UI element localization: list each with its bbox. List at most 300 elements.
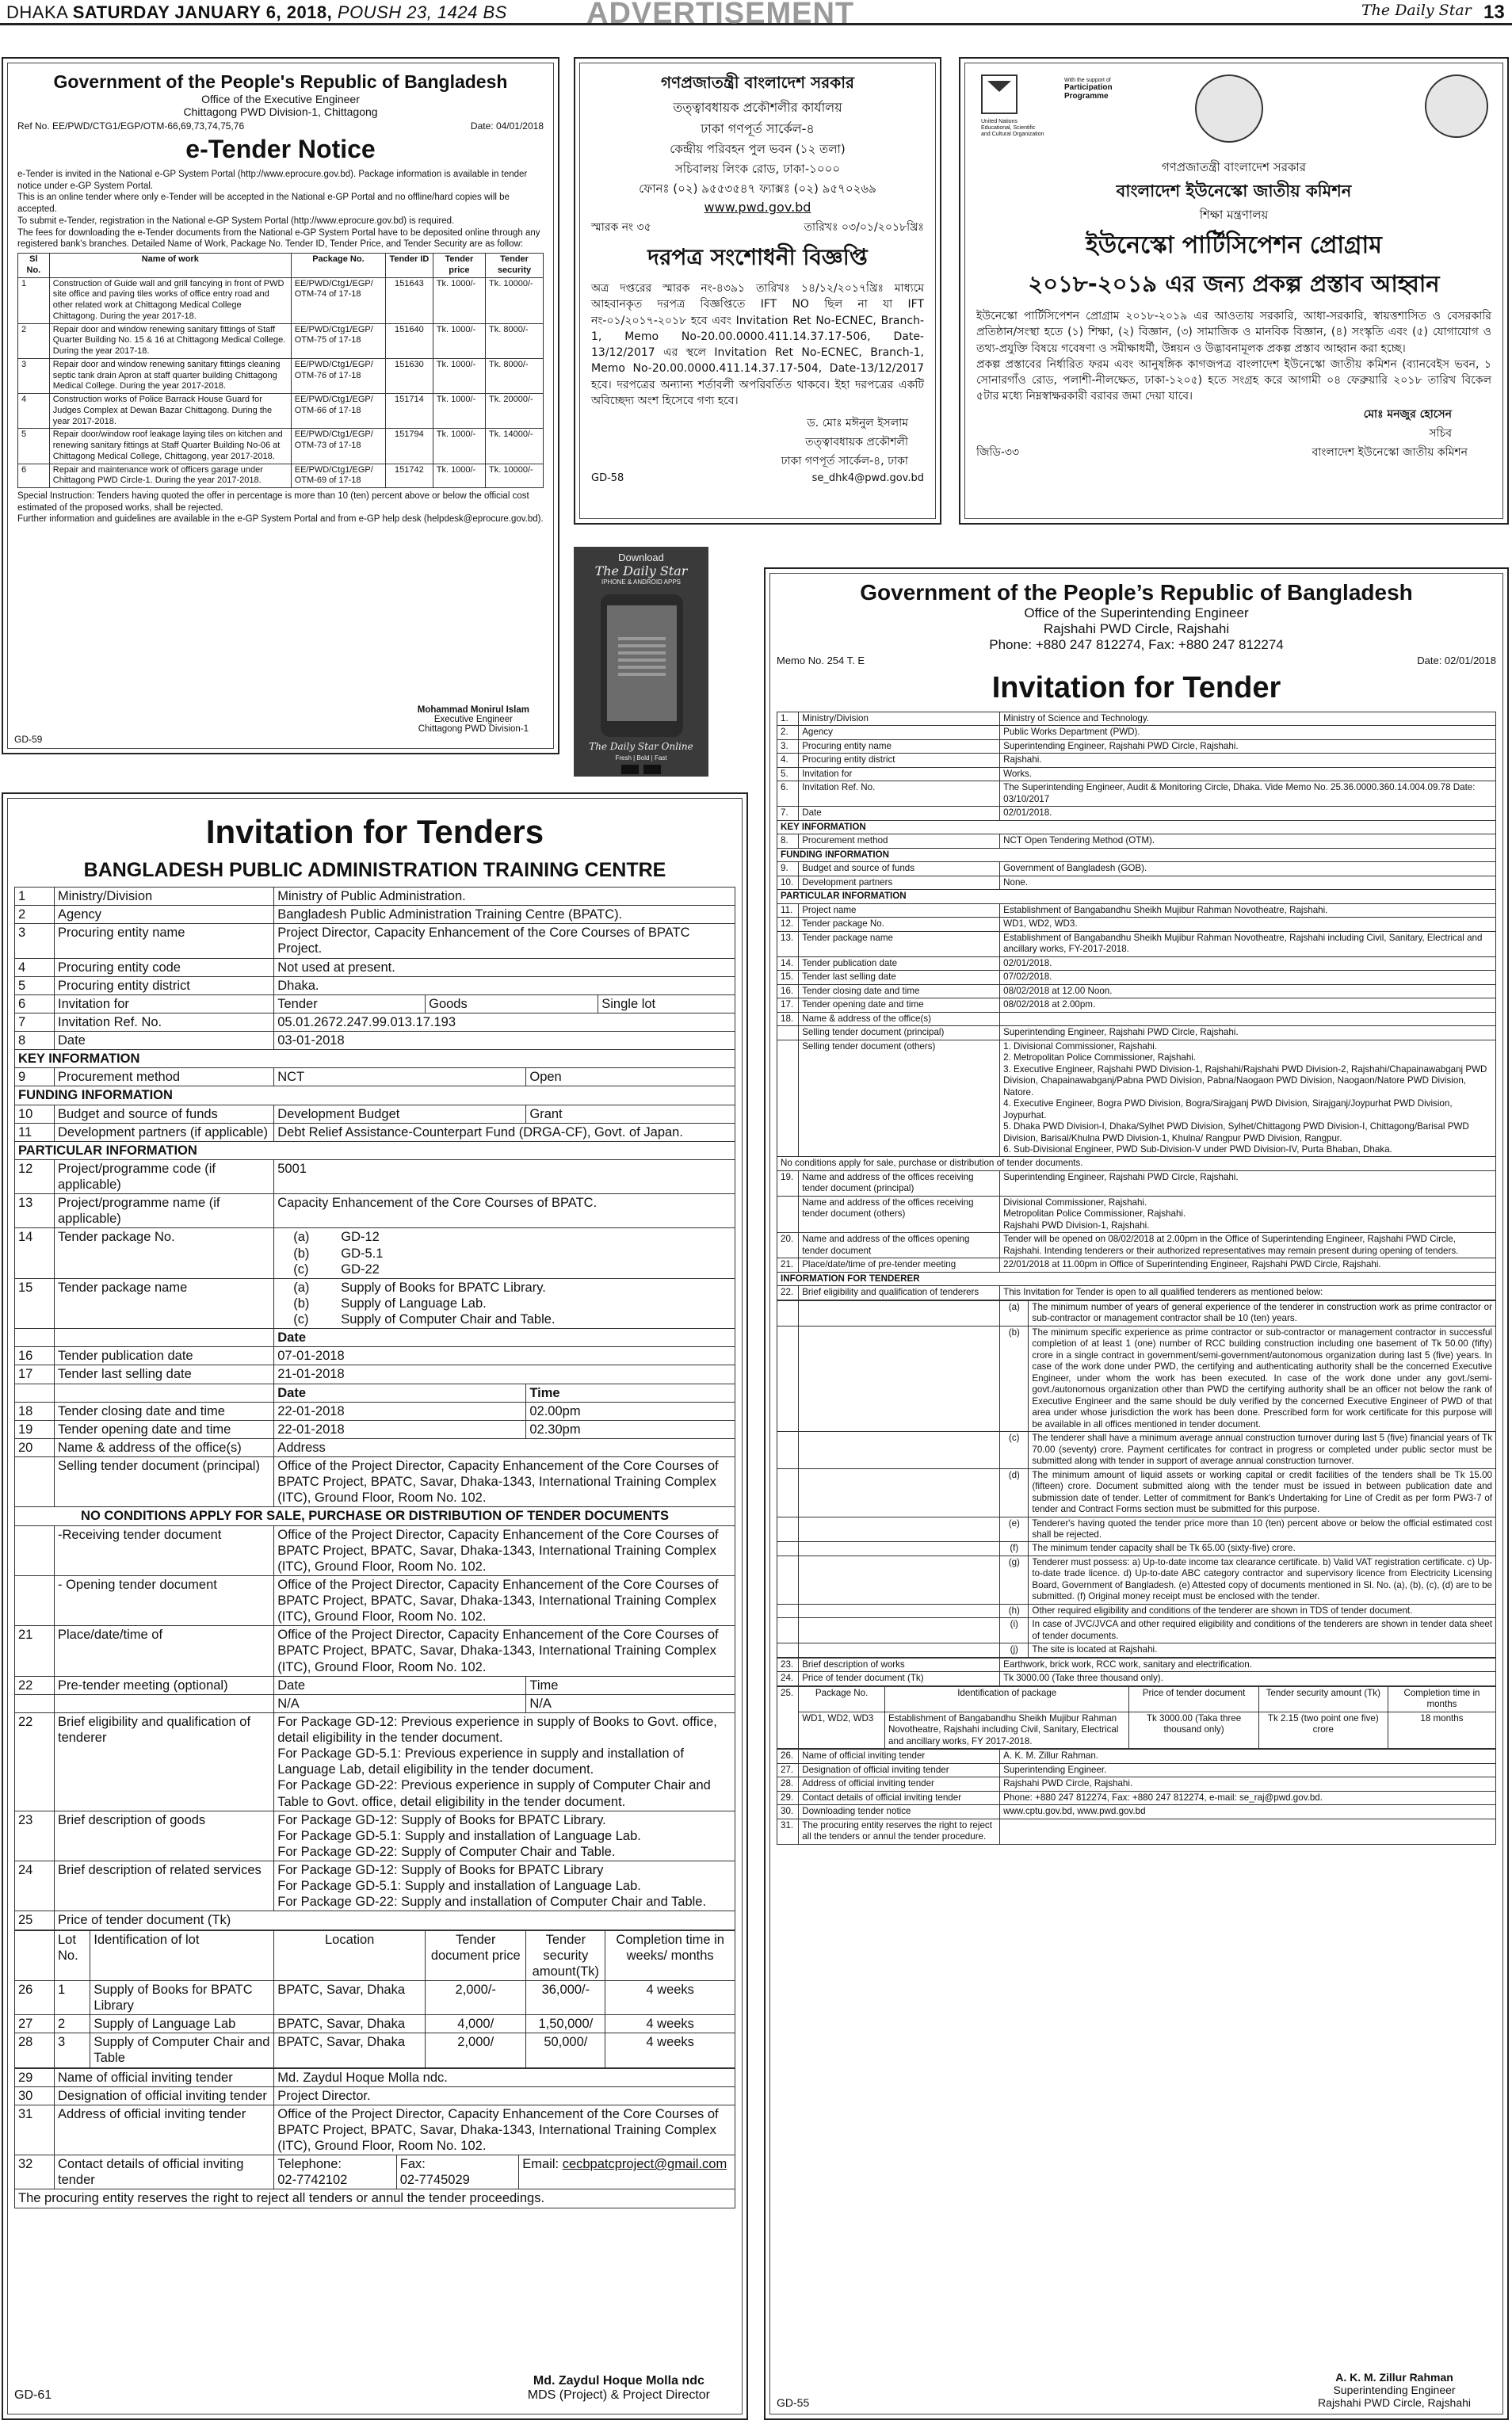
raj-r8-k: Procurement method	[799, 834, 1000, 848]
etender-col-sl: Sl No.	[18, 254, 50, 278]
raj-row2-2-cell-1: Tender package name	[799, 931, 1000, 956]
bpatc-r15-item-2-text: Supply of Computer Chair and Table.	[341, 1312, 556, 1327]
etender-col-package: Package No.	[291, 254, 385, 278]
table-row	[15, 2068, 735, 2086]
bpatc-r11-v: Debt Relief Assistance-Counterpart Fund (DRGA-CF), Govt. of Japan.	[274, 1123, 735, 1141]
etender-notice-ad	[2, 57, 559, 754]
raj-row3-4-cell-2: www.cptu.gov.bd, www.pwd.gov.bd	[1000, 1805, 1496, 1819]
raj-row3-5-cell-1: The procuring entity reserves the right to reject all the tenders or annul the tender procedure.	[799, 1819, 1000, 1844]
raj-r18b-item-2: 3. Executive Engineer, Rajshahi PWD Division-1, Rajshahi/Rajshahi PWD Division-2, Rajshahi/Chapainawabganj PWD Division, Chapainawabganj/Pabna PWD Division, Pabna/Naogaon PWD Division, Naogaon/Natore PWD Division, Natore.	[1003, 1063, 1487, 1097]
bpatc-r7-k: Invitation Ref. No.	[54, 1013, 273, 1031]
rajshahi-tender-ad	[764, 567, 1509, 2420]
raj-row2-6-cell-0: 17.	[777, 998, 799, 1012]
raj-row3-1-cell-0: 27.	[777, 1763, 799, 1777]
table-row	[15, 1980, 735, 2014]
raj-row1-1-cell-0: 2.	[777, 726, 799, 739]
dateline-place: DHAKA	[6, 2, 68, 22]
bpatc-tel[interactable]: 02-7742102	[277, 2173, 348, 2188]
raj-table-2	[777, 1658, 1496, 1686]
bpatc-r14-item-0-label: (a)	[293, 1230, 310, 1245]
unesco-sig-org: বাংলাদেশ ইউনেস্কো জাতীয় কমিশন	[1312, 445, 1468, 459]
table-row	[777, 1432, 1496, 1468]
etender-row-4-cell-3: 151794	[386, 429, 433, 464]
raj-row2-7-cell-0: 18.	[777, 1012, 799, 1025]
raj-row2-3-cell-2: 02/01/2018.	[1000, 956, 1496, 970]
bpatc-r6-k: Invitation for	[54, 994, 273, 1013]
etender-row-3-cell-1: Construction works of Police Barrack House Guard for Judges Complex at Dewan Bazar Chittagong. During the year 2017-2018.	[49, 394, 291, 429]
app-promo[interactable]	[574, 547, 708, 777]
unesco-ad	[959, 57, 1509, 525]
table-row	[777, 754, 1496, 767]
table-row	[15, 1347, 735, 1365]
raj-elig-0-blank2	[799, 1300, 1000, 1326]
bpatc-table-tail	[14, 2068, 735, 2208]
bpatc-r10-k: Budget and source of funds	[54, 1105, 273, 1123]
etender-col-id: Tender ID	[386, 254, 433, 278]
bpatc-fax: 02-7745029	[399, 2173, 470, 2188]
table-row	[18, 464, 544, 488]
raj-elig-3-blank2	[799, 1468, 1000, 1517]
raj-row3-5-cell-0: 31.	[777, 1819, 799, 1844]
raj-r8-n: 8.	[777, 834, 799, 848]
table-row	[15, 2015, 735, 2033]
pwd-gov: গণপ্রজাতন্ত্রী বাংলাদেশ সরকার	[661, 73, 854, 92]
raj-row2-4-cell-0: 15.	[777, 971, 799, 984]
bpatc-lot-1-cell-6: 4 weeks	[605, 2015, 735, 2033]
table-row	[777, 1819, 1496, 1844]
app-promo-tags: Fresh | Bold | Fast	[615, 754, 667, 762]
unesco-gov: গণপ্রজাতন্ত্রী বাংলাদেশ সরকার	[1161, 160, 1307, 174]
bpatc-row-0-cell-2: Ministry of Public Administration.	[274, 888, 735, 906]
table-row	[15, 888, 735, 906]
table-row	[15, 1911, 735, 1930]
raj-elig-8-blank2	[799, 1618, 1000, 1643]
raj-elig-3-text: The minimum amount of liquid assets or working capital or credit facilities of the tenders shall be Tk 15.00 (fifteen) crore. Document submitted along with the tender must be issued in between publication date and submission date of tender. Letter of commitment for Bank's Undertaking for Line of Credit as per form PW3-7 of tender and Contract Forms section must be submitted for this purpose.	[1029, 1468, 1496, 1517]
raj-row1-6-cell-2: 02/01/2018.	[1000, 807, 1496, 820]
bpatc-r23-item-2: For Package GD-22: Supply of Computer Chair and Table.	[277, 1844, 616, 1859]
table-row	[15, 1676, 735, 1694]
raj-elig-8-label: (i)	[1000, 1618, 1029, 1643]
bpatc-lot-0-cell-4: 2,000/-	[426, 1980, 526, 2014]
unesco-body: ইউনেস্কো পার্টিসিপেশন প্রোগ্রাম ২০১৮-২০১৯ এর আওতায় সরকারি, আধা-সরকারি, স্বায়ত্তশাসিত ও বেসরকারি প্রতিষ্ঠান/সংস্থা হতে (১) শিক্ষা, (২) বিজ্ঞান, (৩) সামাজিক ও মানবিক বিজ্ঞান, (৪) সংস্কৃতি এবং (৫) যোগাযোগ ও তথ্য-প্রযুক্তি বিষয়ে গবেষণা ও সমীক্ষাধর্মী, উন্নয়ন ও উদ্ভাবনামূলক প্রকল্প প্রস্তাব আহ্বান করা হচ্ছে।	[976, 310, 1491, 355]
table-row	[18, 277, 544, 323]
raj-r19b-item-0: Divisional Commissioner, Rajshahi.	[1003, 1197, 1147, 1208]
etender-row-2-cell-1: Repair door and window renewing sanitary fittings cleaning septic tank drain Apron at staff quarter building Chittagong Medical College. During the year 2017-2018.	[49, 358, 291, 393]
bpatc-r9-a: NCT	[274, 1068, 526, 1086]
bpatc-r31-k: Address of official inviting tender	[54, 2105, 273, 2155]
bpatc-r7-n: 7	[15, 1013, 55, 1031]
natcom-emblem-icon	[1425, 74, 1488, 138]
bpatc-r30-v: Project Director.	[274, 2086, 735, 2105]
table-row	[15, 1402, 735, 1420]
bpatc-lot-2-cell-2: Supply of Computer Chair and Table	[90, 2033, 274, 2067]
bpatc-r22a-time: Time	[526, 1676, 735, 1694]
bpatc-r22-item-0: For Package GD-12: Previous experience in supply of Books to Govt. office, detail eligibility in the tender document.	[277, 1714, 717, 1745]
bpatc-na-time: N/A	[526, 1694, 735, 1712]
table-row	[777, 1777, 1496, 1791]
bpatc-lot-0-cell-6: 4 weeks	[605, 1980, 735, 2014]
etender-row-2-cell-4: Tk. 1000/-	[433, 358, 485, 393]
raj-elig-3-label: (d)	[1000, 1468, 1029, 1517]
bpatc-row-0-cell-1: Ministry/Division	[54, 888, 273, 906]
etender-row-4-cell-2: EE/PWD/Ctg1/EGP/ OTM-73 of 17-18	[291, 429, 385, 464]
etender-p4: The fees for downloading the e-Tender documents from the National e-GP System Portal have to be deposited online through any registered bank's branches. Detailed Name of Work, Package No. Tender ID, Tender Price, and Tender Security are as follow:	[17, 227, 540, 250]
raj-r18b-list	[1000, 1040, 1496, 1157]
pp-name: Participation Programme	[1064, 83, 1113, 101]
pwd-memo: স্মারক নং ৩৫	[591, 221, 651, 234]
etender-row-5-cell-2: EE/PWD/Ctg1/EGP/ OTM-69 of 17-18	[291, 464, 385, 488]
raj-elig-7-text: Other required eligibility and conditions of the tenderer are shown in TDS of tender document.	[1029, 1604, 1496, 1617]
raj-row1-2-cell-0: 3.	[777, 739, 799, 753]
bpatc-r21-v: Office of the Project Director, Capacity Enhancement of the Core Courses of BPATC Project, BPATC, Savar, Dhaka-1343, International Training Complex (ITC), Ground Floor, Room No. 102.	[274, 1626, 735, 1676]
bpatc-r22a-date: Date	[274, 1676, 526, 1694]
raj-r9-v: Government of Bangladesh (GOB).	[1000, 862, 1496, 876]
raj-r8-v: NCT Open Tendering Method (OTM).	[1000, 834, 1496, 848]
table-row	[777, 739, 1496, 753]
bpatc-r14-item-0-text: GD-12	[341, 1230, 380, 1245]
raj-row1-0-cell-0: 1.	[777, 712, 799, 726]
bpatc-lot-0-cell-0: 26	[15, 1980, 55, 2014]
raj-row3-3-cell-1: Contact details of official inviting tender	[799, 1791, 1000, 1804]
raj-row1-5-cell-0: 6.	[777, 781, 799, 807]
bpatc-r15-item-2	[277, 1311, 731, 1327]
raj-pkg-completion: 18 months	[1388, 1712, 1495, 1748]
bpatc-date-header: Date	[274, 1329, 735, 1347]
bpatc-lot-2-cell-1: 3	[54, 2033, 90, 2067]
bpatc-r30-k: Designation of official inviting tender	[54, 2086, 273, 2105]
raj-sig-circle: Rajshahi PWD Circle, Rajshahi	[1318, 2396, 1471, 2409]
table-row	[15, 1278, 735, 1328]
raj-title: Invitation for Tender	[991, 671, 1281, 704]
raj-r23-v: Earthwork, brick work, RCC work, sanitary and electrification.	[1000, 1658, 1496, 1671]
raj-row2-1-cell-1: Tender package No.	[799, 918, 1000, 931]
etender-sig-title: Executive Engineer	[433, 715, 513, 724]
table-row	[777, 1712, 1496, 1748]
table-row	[777, 1763, 1496, 1777]
raj-row1-0-cell-1: Ministry/Division	[799, 712, 1000, 726]
raj-row2-6-cell-2: 08/02/2018 at 2.00pm.	[1000, 998, 1496, 1012]
raj-row1-3-cell-1: Procuring entity district	[799, 754, 1000, 767]
bpatc-lot-2-cell-5: 50,000/	[526, 2033, 605, 2067]
unesco-call: ২০১৮-২০১৯ এর জন্য প্রকল্প প্রস্তাব আহ্বান	[1028, 270, 1440, 297]
bpatc-sec-key: KEY INFORMATION	[15, 1050, 735, 1068]
bpatc-email-label: Email:	[522, 2157, 559, 2172]
raj-row3-4-cell-1: Downloading tender notice	[799, 1805, 1000, 1819]
etender-gd: GD-59	[14, 734, 43, 745]
raj-r24-k: Price of tender document (Tk)	[799, 1672, 1000, 1685]
etender-row-0-cell-0: 1	[18, 277, 50, 323]
etender-row-1-cell-4: Tk. 1000/-	[433, 323, 485, 358]
raj-row1-6-cell-0: 7.	[777, 807, 799, 820]
bpatc-row-0-cell-0: 1	[15, 888, 55, 906]
table-row	[777, 1556, 1496, 1604]
raj-row3-0-cell-0: 26.	[777, 1750, 799, 1763]
raj-row1-1-cell-2: Public Works Department (PWD).	[1000, 726, 1496, 739]
raj-row2-7-cell-2	[1000, 1012, 1496, 1025]
raj-r10-v: None.	[1000, 876, 1496, 889]
bpatc-r15-item-1-text: Supply of Language Lab.	[341, 1296, 487, 1311]
raj-r22-n: 22.	[777, 1286, 799, 1300]
etender-row-2-cell-3: 151630	[386, 358, 433, 393]
pwd-office: তত্ত্বাবধায়ক প্রকৌশলীর কার্যালয়	[673, 100, 842, 115]
raj-r24-v: Tk 3000.00 (Take three thousand only).	[1000, 1672, 1496, 1685]
table-row	[777, 1604, 1496, 1617]
bpatc-tender-ad	[2, 792, 748, 2420]
raj-r20-v: Tender will be opened on 08/02/2018 at 2.00pm in the Office of Superintending Engineer, Rajshahi PWD Circle, Rajshahi. Intending tenderers or their authorized representatives may remain present during opening of tenders.	[1000, 1233, 1496, 1258]
bpatc-r20-v: Address	[274, 1438, 735, 1456]
raj-row2-1-cell-0: 12.	[777, 918, 799, 931]
bpatc-reserve: The procuring entity reserves the right to reject all tenders or annul the tender proceedings.	[15, 2189, 735, 2208]
raj-pkg-h-price: Price of tender document	[1129, 1686, 1258, 1712]
app-store-icon[interactable]	[621, 765, 639, 774]
bpatc-r20a-k: Selling tender document (principal)	[54, 1457, 273, 1507]
bpatc-r12-v: 5001	[274, 1159, 735, 1193]
bpatc-r13-v: Capacity Enhancement of the Core Courses of BPATC.	[274, 1194, 735, 1228]
raj-sec-tenderer: INFORMATION FOR TENDERER	[777, 1272, 1496, 1285]
etender-row-1-cell-5: Tk. 8000/-	[486, 323, 544, 358]
bpatc-r14-n: 14	[15, 1228, 55, 1278]
raj-elig-6-label: (g)	[1000, 1556, 1029, 1604]
table-row	[15, 958, 735, 976]
etender-sig-name: Mohammad Monirul Islam	[417, 705, 529, 715]
bpatc-r22-n: 22	[15, 1712, 55, 1811]
etender-p1: e-Tender is invited in the National e-GP System Portal (http://www.eprocure.gov.bd). Package information is available in tender notice under e-GP System Portal.	[17, 170, 528, 191]
bpatc-email[interactable]: cecbpatcproject@gmail.com	[562, 2157, 727, 2172]
unesco-ministry: শিক্ষা মন্ত্রণালয়	[1199, 208, 1269, 222]
page-number: 13	[1483, 2, 1505, 23]
bpatc-r32-n: 32	[15, 2155, 55, 2189]
etender-row-1-cell-2: EE/PWD/Ctg1/EGP/ OTM-75 of 17-18	[291, 323, 385, 358]
bpatc-r24-k: Brief description of related services	[54, 1861, 273, 1911]
raj-memo: Memo No. 254 T. E	[777, 655, 865, 666]
etender-gov: Government of the People's Republic of Bangladesh	[53, 71, 508, 92]
bpatc-r17-v: 21-01-2018	[274, 1365, 735, 1384]
bpatc-r24-item-0: For Package GD-12: Supply of Books for BPATC Library	[277, 1863, 604, 1877]
etender-row-1-cell-1: Repair door and window renewing sanitary fittings of Staff Quarter Building No. 15 & 16 at Chittagong Medical College. During the year 2017-18.	[49, 323, 291, 358]
bpatc-r18-k: Tender closing date and time	[54, 1402, 273, 1420]
bpatc-tel-label: Telephone:	[277, 2157, 342, 2172]
phone-icon	[601, 594, 683, 737]
raj-r18b-item-0: 1. Divisional Commissioner, Rajshahi.	[1003, 1040, 1158, 1052]
table-row	[777, 971, 1496, 984]
raj-row2-3-cell-1: Tender publication date	[799, 956, 1000, 970]
bpatc-r18-date: 22-01-2018	[274, 1402, 526, 1420]
pwd-gd: GD-58	[591, 472, 624, 485]
raj-elig-0-label: (a)	[1000, 1300, 1029, 1326]
table-row	[15, 2105, 735, 2155]
bpatc-r13-k: Project/programme name (if applicable)	[54, 1194, 273, 1228]
table-row	[777, 767, 1496, 781]
raj-row3-0-cell-2: A. K. M. Zillur Rahman.	[1000, 1750, 1496, 1763]
etender-row-4-cell-1: Repair door/window roof leakage laying tiles on kitchen and renewing sanitary fittings at Staff Quarter Building No-06 at Chittagong Medical College, Chittagong, year 2017-2018.	[49, 429, 291, 464]
unesco-body2: প্রকল্প প্রস্তাবের নির্ধারিত ফরম এবং আনুষঙ্গিক কাগজপত্র বাংলাদেশ ইউনেস্কো জাতীয় কমিশন (ব্যানবেইস ভবন, ১ সোনারগাঁও রোড, পলাশী-নীলক্ষেত, ঢাকা-১২০৫) হতে সংগ্রহ করে আগামী ০৪ ফেব্রুয়ারি ২০১৮ তারিখ বিকেল ৫টার মধ্যে নিম্নস্বাক্ষরকারী বরাবর জমা দেয়া যাবে।	[976, 357, 1491, 403]
table-row	[18, 358, 544, 393]
raj-row1-2-cell-2: Superintending Engineer, Rajshahi PWD Circle, Rajshahi.	[1000, 739, 1496, 753]
bpatc-r20-n: 20	[15, 1438, 55, 1456]
raj-row3-1-cell-1: Designation of official inviting tender	[799, 1763, 1000, 1777]
unesco-programme: ইউনেস্কো পার্টিসিপেশন প্রোগ্রাম	[1086, 231, 1382, 259]
table-row	[15, 906, 735, 924]
bpatc-lot-h-price: Tender document price	[426, 1930, 526, 1980]
bpatc-r32-k: Contact details of official inviting tender	[54, 2155, 273, 2189]
pwd-email[interactable]: se_dhk4@pwd.gov.bd	[811, 472, 924, 485]
table-row	[777, 984, 1496, 998]
bpatc-r14-item-2-label: (c)	[293, 1262, 309, 1277]
raj-sig-title: Superintending Engineer	[1333, 2384, 1456, 2396]
raj-r18b-k: Selling tender document (others)	[799, 1040, 1000, 1157]
bpatc-r14-item-1-text: GD-5.1	[341, 1246, 384, 1261]
table-row	[777, 1805, 1496, 1819]
raj-elig-1-label: (b)	[1000, 1326, 1029, 1431]
bpatc-r20c-k: - Opening tender document	[54, 1575, 273, 1625]
raj-table	[777, 712, 1496, 1300]
bpatc-r10-a: Development Budget	[274, 1105, 526, 1123]
pwd-web[interactable]: www.pwd.gov.bd	[704, 200, 811, 215]
table-row	[777, 1040, 1496, 1157]
bpatc-sec-part: PARTICULAR INFORMATION	[15, 1141, 735, 1159]
table-row	[777, 931, 1496, 956]
bpatc-r16-v: 07-01-2018	[274, 1347, 735, 1365]
bpatc-r29-n: 29	[15, 2068, 55, 2086]
bpatc-fax-label: Fax:	[399, 2157, 426, 2172]
raj-elig-6-text: Tenderer must possess: a) Up-to-date income tax clearance certificate. b) Valid VAT registration certificate. c) Up-to-date trade licence. d) Up-to-date ABC category contractor and supervisory licence from Electricity Licensing Board, Government of Bangladesh. (e) Attested copy of documents mentioned in Sl. No. (a), (b), (c), (d) are to be submitted. (f) Original money receipt must be enclosed with the tender.	[1029, 1556, 1496, 1604]
bpatc-r25-n: 25	[15, 1911, 55, 1930]
etender-row-4-cell-0: 5	[18, 429, 50, 464]
unesco-gd: জিডি-৩৩	[976, 445, 1020, 459]
bpatc-r6-n: 6	[15, 994, 55, 1013]
raj-row1-3-cell-0: 4.	[777, 754, 799, 767]
etender-row-0-cell-2: EE/PWD/Ctg1/EGP/ OTM-74 of 17-18	[291, 277, 385, 323]
table-row	[777, 1026, 1496, 1040]
raj-pkg-h-no: Package No.	[799, 1686, 885, 1712]
bpatc-lot-0-cell-2: Supply of Books for BPATC Library	[90, 1980, 274, 2014]
raj-row2-5-cell-0: 16.	[777, 984, 799, 998]
bpatc-r20b-k: -Receiving tender document	[54, 1525, 273, 1575]
table-row	[777, 903, 1496, 917]
table-row	[15, 1861, 735, 1911]
bpatc-sig-name: Md. Zaydul Hoque Molla ndc	[533, 2374, 704, 2388]
raj-pkg-price: Tk 3000.00 (Taka three thousand only)	[1129, 1712, 1258, 1748]
table-row	[15, 2155, 735, 2189]
bpatc-r23-k: Brief description of goods	[54, 1811, 273, 1861]
bpatc-r14-item-1	[277, 1246, 731, 1262]
raj-elig-8-text: In case of JVC/JVCA and other required eligibility and conditions of the tenderers are shown in tender data sheet of tender documents.	[1029, 1618, 1496, 1643]
bpatc-r12-n: 12	[15, 1159, 55, 1193]
raj-elig-6-blank2	[799, 1556, 1000, 1604]
raj-row2-6-cell-1: Tender opening date and time	[799, 998, 1000, 1012]
bpatc-r23-list	[274, 1811, 735, 1861]
raj-row1-3-cell-2: Rajshahi.	[1000, 754, 1496, 767]
raj-elig-1-blank2	[799, 1326, 1000, 1431]
play-store-icon[interactable]	[643, 765, 661, 774]
pwd-phone: ফোনঃ (০২) ৯৫৫৩৫৪৭ ফ্যাক্সঃ (০২) ৯৫৭০২৬৯	[639, 181, 876, 196]
app-promo-download: Download	[618, 552, 664, 563]
bpatc-r14-k: Tender package No.	[54, 1228, 273, 1278]
raj-row3-2-cell-2: Rajshahi PWD Circle, Rajshahi.	[1000, 1777, 1496, 1791]
bpatc-time-header: Time	[526, 1384, 735, 1402]
bpatc-lot-1-cell-0: 27	[15, 2015, 55, 2033]
raj-row2-1-cell-2: WD1, WD2, WD3.	[1000, 918, 1496, 931]
raj-r22-v: This Invitation for Tender is open to all qualified tenderers as mentioned below:	[1000, 1286, 1496, 1300]
raj-r10-k: Development partners	[799, 876, 1000, 889]
bpatc-r15-item-1	[277, 1296, 731, 1311]
table-row	[15, 1365, 735, 1384]
bpatc-r17-k: Tender last selling date	[54, 1365, 273, 1384]
table-row	[777, 726, 1496, 739]
raj-elig-3-blank1	[777, 1468, 799, 1517]
raj-r18a-k: Selling tender document (principal)	[799, 1026, 1000, 1040]
table-row	[777, 1517, 1496, 1542]
etender-further: Further information and guidelines are available in the e-GP System Portal and from e-GP help desk (helpdesk@eprocure.gov.bd).	[17, 514, 544, 525]
raj-elig-5-blank1	[777, 1542, 799, 1556]
table-row	[15, 2033, 735, 2067]
raj-row3-2-cell-1: Address of official inviting tender	[799, 1777, 1000, 1791]
bpatc-lot-0-cell-5: 36,000/-	[526, 1980, 605, 2014]
bpatc-r14-list	[274, 1228, 735, 1278]
bpatc-r10-n: 10	[15, 1105, 55, 1123]
table-row	[777, 1300, 1496, 1326]
raj-row2-7-cell-1: Name & address of the office(s)	[799, 1012, 1000, 1025]
raj-r18b-item-3: 4. Executive Engineer, Bogra PWD Division, Bogra/Sirajganj PWD Division, Sirajganj/Joypurhat PWD Division, Joypurhat.	[1003, 1098, 1453, 1120]
table-row	[777, 834, 1496, 848]
raj-package-table	[777, 1686, 1496, 1749]
etender-row-2-cell-0: 3	[18, 358, 50, 393]
bpatc-r17-n: 17	[15, 1365, 55, 1384]
raj-row2-4-cell-2: 07/02/2018.	[1000, 971, 1496, 984]
bpatc-row-4-cell-0: 5	[15, 976, 55, 994]
raj-office: Office of the Superintending Engineer	[1024, 605, 1249, 620]
etender-col-security: Tender security	[486, 254, 544, 278]
dateline-date: SATURDAY JANUARY 6, 2018,	[72, 2, 333, 22]
etender-title: e-Tender Notice	[185, 135, 376, 163]
pwd-sig-name: ড. মোঃ মঈনুল ইসলাম	[807, 417, 908, 430]
raj-r18b-item-4: 5. Dhaka PWD Division-I, Dhaka/Sylhet PWD Division, Sylhet/Chittagong PWD Division-I, Chittagong/Barisal PWD Division, Barisal/Khulna PWD Division-1, Khulna/ Rangpur PWD Division, Rangpur.	[1003, 1121, 1469, 1143]
raj-elig-4-label: (e)	[1000, 1517, 1029, 1542]
etender-row-5-cell-1: Repair and maintenance work of officers garage under Chittagong PWD Circle-1. During the year 2017-2018.	[49, 464, 291, 488]
table-row	[777, 807, 1496, 820]
raj-pkg-security: Tk 2.15 (two point one five) crore	[1258, 1712, 1388, 1748]
table-row	[777, 1542, 1496, 1556]
raj-r9-k: Budget and source of funds	[799, 862, 1000, 876]
bpatc-r31-n: 31	[15, 2105, 55, 2155]
raj-elig-2-text: The tenderer shall have a minimum average annual construction turnover during last 5 (five) financial years of Tk 70.00 (seventy) crore. Payment certificates for contract in progress or completed under public sector must be submitted along with tender in support of average annual construction turnover.	[1029, 1432, 1496, 1468]
table-row	[15, 1123, 735, 1141]
raj-row3-2-cell-0: 28.	[777, 1777, 799, 1791]
raj-row2-5-cell-2: 08/02/2018 at 12.00 Noon.	[1000, 984, 1496, 998]
bpatc-r10-b: Grant	[526, 1105, 735, 1123]
unesco-logo-icon	[981, 74, 1018, 114]
bpatc-lot-0-cell-3: BPATC, Savar, Dhaka	[274, 1980, 426, 2014]
etender-row-2-cell-2: EE/PWD/Ctg1/EGP/ OTM-76 of 17-18	[291, 358, 385, 393]
bpatc-r11-k: Development partners (if applicable)	[54, 1123, 273, 1141]
raj-row3-4-cell-0: 30.	[777, 1805, 799, 1819]
raj-pkg-h-id: Identification of package	[885, 1686, 1129, 1712]
bpatc-r21-k: Place/date/time of	[54, 1626, 273, 1676]
table-row	[15, 1457, 735, 1507]
bpatc-r20-k: Name & address of the office(s)	[54, 1438, 273, 1456]
pwd-corrigendum-ad	[574, 57, 941, 525]
table-row	[777, 1326, 1496, 1431]
raj-elig-1-text: The minimum specific experience as prime contractor or sub-contractor or management contractor in successful completion of at least 1 (one) number of RCC building construction including one basement of Tk 50.00 (fifty) crore in a single contract in government/semi-government/autonomous organization during last 5 (five) years. In case of the work done under PWD, the certifying and authenticating authority shall be the concerned Executive Engineer, under whom the work has been executed. In case of the work done under any govt./semi-govt./autonomous organization other than PWD the certifying authority shall be an officer not below the rank of Executive Engineer and the same should be duly verified by the concerned Executive Engineer of PWD of that area under whose jurisdiction the work has been done. Prescribed form for work certificate for this purpose will be available in all offices mentioned in tender document.	[1029, 1326, 1496, 1431]
bpatc-r23-n: 23	[15, 1811, 55, 1861]
bpatc-lot-2-cell-6: 4 weeks	[605, 2033, 735, 2067]
table-row	[777, 1170, 1496, 1196]
raj-table-3	[777, 1749, 1496, 1844]
bpatc-row-4-cell-1: Procuring entity district	[54, 976, 273, 994]
etender-table	[17, 253, 544, 488]
bpatc-lot-1-cell-3: BPATC, Savar, Dhaka	[274, 2015, 426, 2033]
bpatc-lot-1-cell-5: 1,50,000/	[526, 2015, 605, 2033]
